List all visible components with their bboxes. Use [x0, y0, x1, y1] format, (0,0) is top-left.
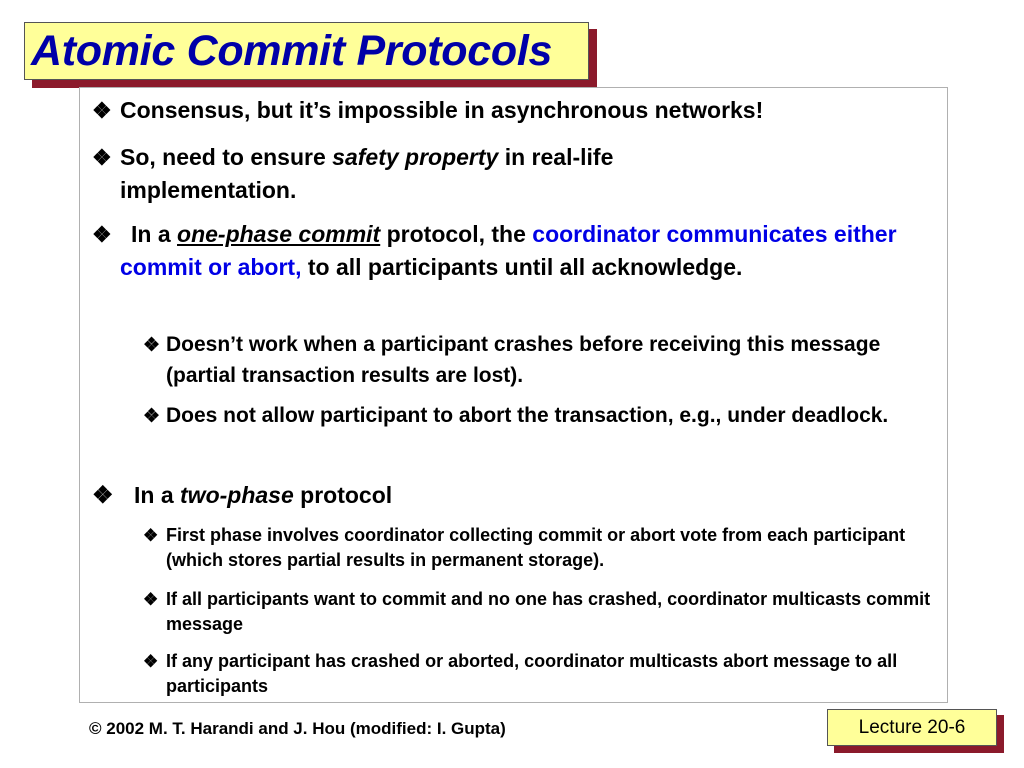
diamond-bullet-icon: ❖ — [143, 526, 159, 545]
diamond-bullet-icon: ❖ — [92, 98, 112, 123]
bullet-text: In a one-phase commit protocol, the coordinator communicates either commit or abort, to all participants until all acknowledge. — [120, 221, 897, 280]
sub-bullet-item — [143, 523, 943, 573]
sub-bullet-item — [143, 587, 943, 637]
sub-bullet-item — [143, 329, 933, 391]
bullet-text: First phase involves coordinator collecting commit or abort vote from each participant (which stores partial results in permanent storage). — [166, 525, 906, 570]
bullet-text: If any participant has crashed or aborted, coordinator multicasts abort message to all participants — [166, 651, 898, 696]
sub-bullet-item — [143, 649, 943, 699]
bullet-text: Does not allow participant to abort the transaction, e.g., under deadlock. — [166, 404, 889, 427]
bullet-text: So, need to ensure safety property in real-life implementation. — [120, 144, 614, 203]
diamond-bullet-icon: ❖ — [143, 590, 159, 609]
diamond-bullet-icon: ❖ — [92, 482, 114, 509]
bullet-item — [92, 479, 942, 512]
title-box — [24, 22, 589, 80]
bullet-text: Doesn’t work when a participant crashes before receiving this message (partial transaction results are lost). — [166, 333, 881, 387]
diamond-bullet-icon: ❖ — [92, 145, 112, 170]
copyright-footer: © 2002 M. T. Harandi and J. Hou (modified: I. Gupta) — [89, 719, 506, 738]
bullet-item — [92, 94, 942, 127]
slide-title: Atomic Commit Protocols — [31, 26, 553, 75]
diamond-bullet-icon: ❖ — [92, 222, 112, 247]
diamond-bullet-icon: ❖ — [143, 335, 161, 356]
diamond-bullet-icon: ❖ — [143, 406, 161, 427]
bullet-text: Consensus, but it’s impossible in asynchronous networks! — [120, 97, 764, 123]
bullet-item — [92, 218, 942, 284]
bullet-text: In a two-phase protocol — [134, 482, 393, 508]
lecture-label — [827, 709, 997, 746]
bullet-item — [92, 141, 942, 207]
bullet-text: If all participants want to commit and no one has crashed, coordinator multicasts commit message — [166, 589, 931, 634]
diamond-bullet-icon: ❖ — [143, 652, 159, 671]
sub-bullet-item — [143, 400, 933, 431]
lecture-label-text: Lecture 20-6 — [858, 716, 966, 738]
